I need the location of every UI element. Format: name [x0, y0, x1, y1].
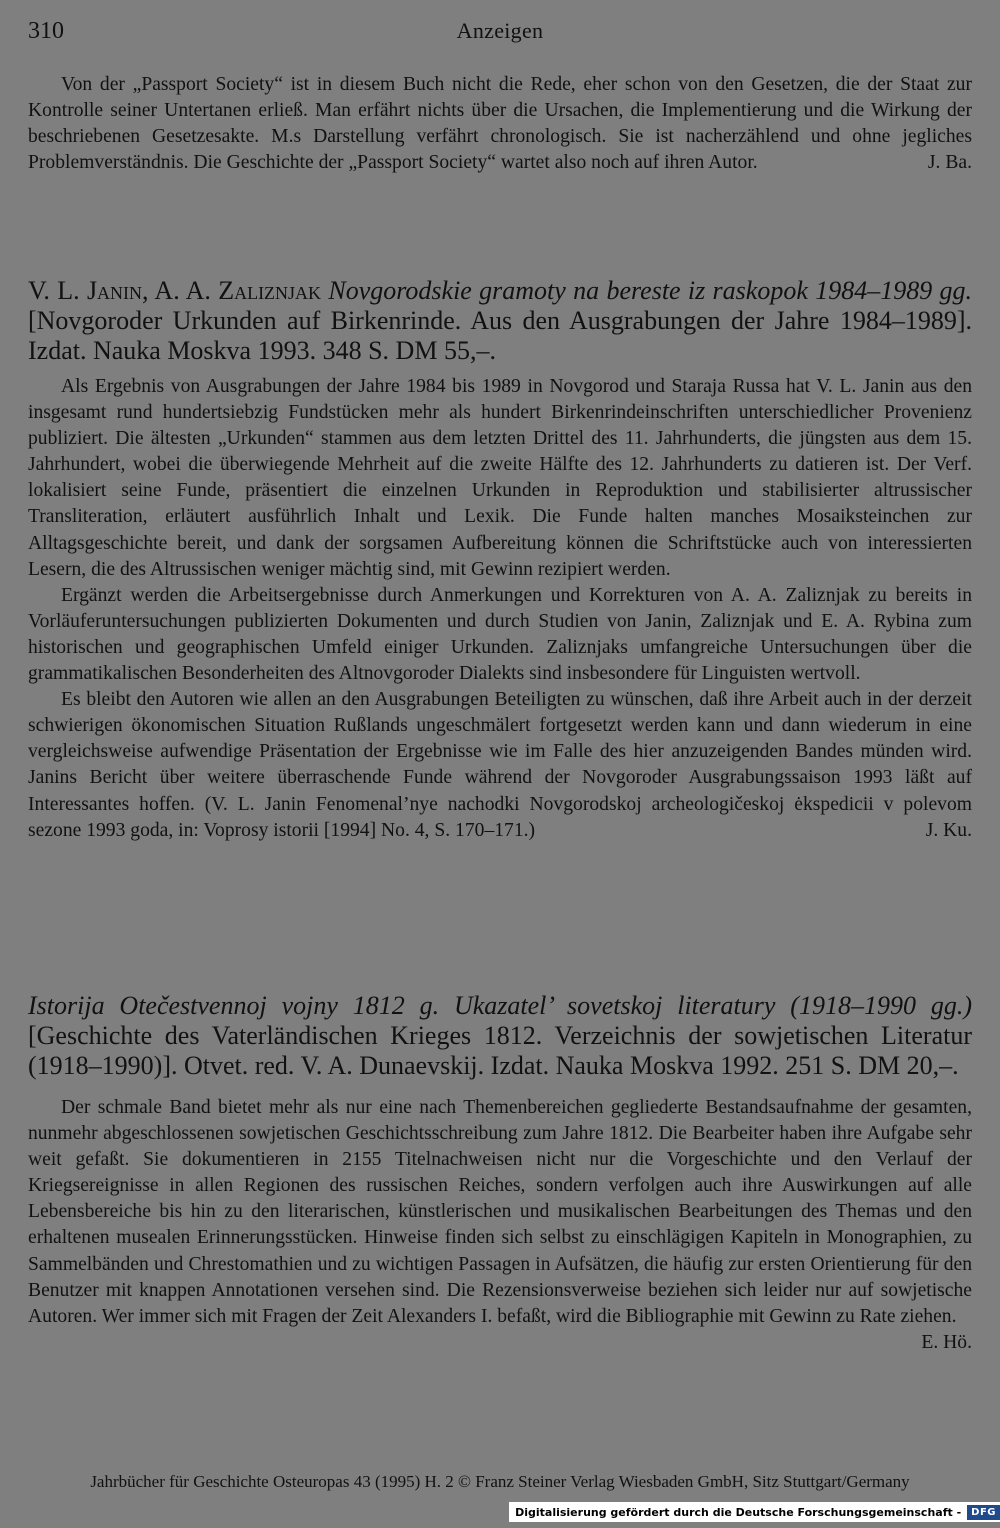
dfg-funding-notice [509, 1502, 1000, 1522]
dfg-logo-icon: DFG [967, 1505, 1000, 1520]
reviewer-signature: J. Ku. [925, 819, 972, 841]
review-authors: V. L. Janin, A. A. Zaliznjak [28, 276, 322, 305]
review-paragraph: Ergänzt werden die Arbeitsergebnisse durch Anmerkungen und Korrekturen von A. A. Zaliznjak zu bereits in Vorläuferuntersuchungen publizierten Dokumenten und durch Studien von Janin, Zaliznjak und E. A. Rybina zum historischen und geographischen Umfeld einiger Urkunden. Zaliznjaks umfangreiche Untersuchungen über die grammatikalischen Besonderheiten des Altnovgoroder Dialekts sind insbesondere für Linguisten wertvoll. [28, 584, 972, 685]
review-title: Novgorodskie gramoty na bereste iz raskopok 1984–1989 gg. [328, 276, 973, 305]
review-bibliographic-details: [Novgoroder Urkunden auf Birkenrinde. Aus den Ausgrabungen der Jahre 1984–1989]. Izdat. Nauka Moskva 1993. 348 S. DM 55,–. [28, 306, 972, 365]
review-paragraph [28, 687, 972, 844]
dfg-notice-text: Digitalisierung gefördert durch die Deutsche Forschungsgemeinschaft - [515, 1505, 962, 1519]
review-paragraph [28, 72, 972, 176]
reviewer-signature: E. Hö. [921, 1331, 972, 1353]
review-heading [28, 276, 972, 366]
paragraph-text: Der schmale Band bietet mehr als nur eine nach Themenbereichen gegliederte Bestandsaufnahme der gesamten, nunmehr abgeschlossenen sowjetischen Geschichtsschreibung zum Jahre 1812. Die Bearbeiter haben ihre Aufgabe sehr weit gefaßt. Sie dokumentieren in 2155 Titelnachweisen nicht nur die Vorgeschichte und den Verlauf der Kriegsereignisse in allen Regionen des russischen Reiches, sondern verfolgen auch ihre Auswirkungen auf alle Lebensbereiche bis hin zu den literarischen, künstlerischen und musikalischen Bearbeitungen des Themas und den erhaltenen musealen Erinnerungsstücken. Hinweise finden sich selbst zu einschlägigen Kapiteln in Monographien, zu Sammelbänden und Chrestomathien und zu wichtigen Passagen in Aufsätzen, die häufig zur ersten Orientierung für den Benutzer mit knappen Annotationen versehen sind. Die Rezensionsverweise beziehen sich leider nur auf sowjetische Autoren. Wer immer sich mit Fragen der Zeit Alexanders I. befaßt, wird die Bibliographie mit Gewinn zu Rate ziehen. [28, 1097, 972, 1327]
review-title: Istorija Otečestvennoj vojny 1812 g. Ukazatel’ sovetskoj literatury (1918–1990 gg.) [28, 991, 972, 1020]
review-paragraph [28, 1095, 972, 1353]
review-heading [28, 991, 972, 1081]
review-body [28, 1095, 972, 1356]
review-continuation [28, 72, 972, 176]
reviewer-signature: J. Ba. [927, 152, 972, 174]
running-header: Anzeigen [456, 18, 544, 43]
review-bibliographic-details: [Geschichte des Vaterländischen Krieges 1812. Verzeichnis der sowjetischen Literatur (1918–1990)]. Otvet. red. V. A. Dunaevskij. Izdat. Nauka Moskva 1992. 251 S. DM 20,–. [28, 1021, 972, 1080]
journal-footer: Jahrbücher für Geschichte Osteuropas 43 (1995) H. 2 © Franz Steiner Verlag Wiesbaden GmbH, Sitz Stuttgart/Germany [90, 1472, 910, 1491]
page-number: 310 [28, 18, 64, 44]
paragraph-text: Es bleibt den Autoren wie allen an den Ausgrabungen Beteiligten zu wünschen, daß ihre Arbeit auch in der derzeit schwierigen ökonomischen Situation Rußlands ungeschmälert fortgesetzt werden kann und dann wiederum in eine vergleichsweise aufwendige Präsentation der Ergebnisse wie im Falle des hier anzuzeigenden Bandes münden wird. Janins Bericht über weitere überraschende Funde während der Novgoroder Ausgrabungssaison 1993 läßt auf Interessantes hoffen. (V. L. Janin Fenomenal’nye nachodki Novgorodskoj archeologičeskoj ėkspedicii v polevom sezone 1993 goda, in: Voprosy istorii [1994] No. 4, S. 170–171.) [28, 689, 972, 841]
review-body [28, 374, 972, 844]
review-paragraph: Als Ergebnis von Ausgrabungen der Jahre 1984 bis 1989 in Novgorod und Staraja Russa hat V. L. Janin aus den insgesamt rund hundertsiebzig Fundstücken mehr als hundert Birkenrindeinschriften unterschiedlicher Provenienz publiziert. Die ältesten „Urkunden“ stammen aus dem letzten Drittel des 11. Jahrhunderts, die jüngsten aus dem 15. Jahrhundert, wobei die überwiegende Mehrheit auf die zweite Hälfte des 12. Jahrhunderts zu datieren ist. Der Verf. lokalisiert seine Funde, präsentiert die einzelnen Urkunden in Reproduktion und stabilisierter altrussischer Transliteration, erläutert ausführlich Inhalt und Lexik. Die Funde halten manches Mosaiksteinchen zur Alltagsgeschichte bereit, und dank der sorgsamen Aufbereitung können die Schriftstücke auch von interessierten Lesern, die des Altrussischen weniger mächtig sind, mit Gewinn rezipiert werden. [28, 376, 972, 580]
paragraph-text: Von der „Passport Society“ ist in diesem Buch nicht die Rede, eher schon von den Gesetzen, die der Staat zur Kontrolle seiner Untertanen erließ. Man erfährt nichts über die Ursachen, die Implementierung und die Wirkung der beschriebenen Gesetzesakte. M.s Darstellung verfährt chronologisch. Sie ist nacherzählend und ohne jegliches Problemverständnis. Die Geschichte der „Passport Society“ wartet also noch auf ihren Autor. [28, 74, 972, 174]
